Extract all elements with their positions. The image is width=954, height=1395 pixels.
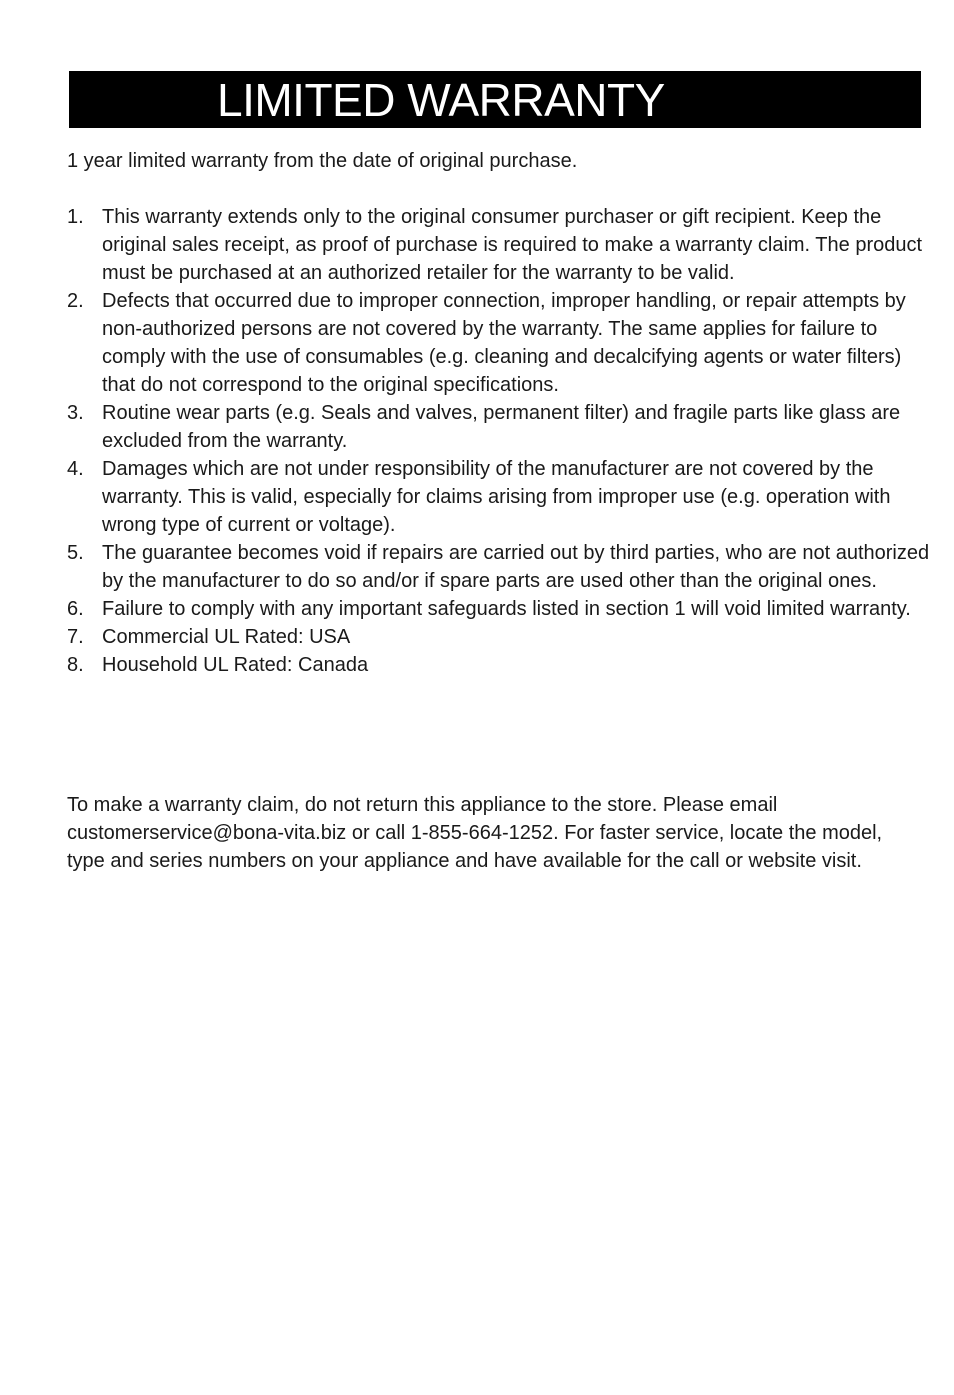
list-item-text: Routine wear parts (e.g. Seals and valves, permanent filter) and fragile parts like glass are excluded from the warranty. [102, 402, 901, 452]
list-item-number: 4. [67, 458, 84, 480]
list-item-text: Commercial UL Rated: USA [102, 626, 351, 648]
list-item [67, 595, 935, 623]
warranty-intro: 1 year limited warranty from the date of original purchase. [67, 150, 578, 172]
list-item-number: 5. [67, 542, 84, 564]
list-item [67, 203, 935, 287]
list-item [67, 455, 935, 539]
list-item [67, 623, 935, 651]
list-item [67, 539, 935, 595]
list-item-number: 7. [67, 626, 84, 648]
warranty-terms-list [67, 203, 935, 679]
title-banner [69, 71, 921, 128]
list-item-number: 6. [67, 598, 84, 620]
list-item-text: Household UL Rated: Canada [102, 654, 369, 676]
list-item [67, 287, 935, 399]
list-item [67, 399, 935, 455]
list-item-number: 3. [67, 402, 84, 424]
list-item-text: Failure to comply with any important safeguards listed in section 1 will void limited warranty. [102, 598, 911, 620]
list-item-number: 8. [67, 654, 84, 676]
list-item-text: This warranty extends only to the original consumer purchaser or gift recipient. Keep the original sales receipt, as proof of purchase is required to make a warranty claim. The product must be purchased at an authorized retailer for the warranty to be valid. [102, 206, 923, 284]
list-item [67, 651, 935, 679]
list-item-text: Defects that occurred due to improper connection, improper handling, or repair attempts by non-authorized persons are not covered by the warranty. The same applies for failure to comply with the use of consumables (e.g. cleaning and decalcifying agents or water filters) that do not correspond to the original specifications. [102, 290, 906, 396]
list-item-number: 2. [67, 290, 84, 312]
list-item-text: The guarantee becomes void if repairs are carried out by third parties, who are not authorized by the manufacturer to do so and/or if spare parts are used other than the original ones. [102, 542, 930, 592]
page-title: LIMITED WARRANTY [217, 74, 665, 126]
warranty-claim-instructions: To make a warranty claim, do not return this appliance to the store. Please email customerservice@bona-vita.biz or call 1-855-664-1252. For faster service, locate the model, type and series numbers on your appliance and have available for the call or website visit. [67, 794, 883, 872]
list-item-text: Damages which are not under responsibility of the manufacturer are not covered by the warranty. This is valid, especially for claims arising from improper use (e.g. operation with wrong type of current or voltage). [102, 458, 891, 536]
list-item-number: 1. [67, 206, 84, 228]
